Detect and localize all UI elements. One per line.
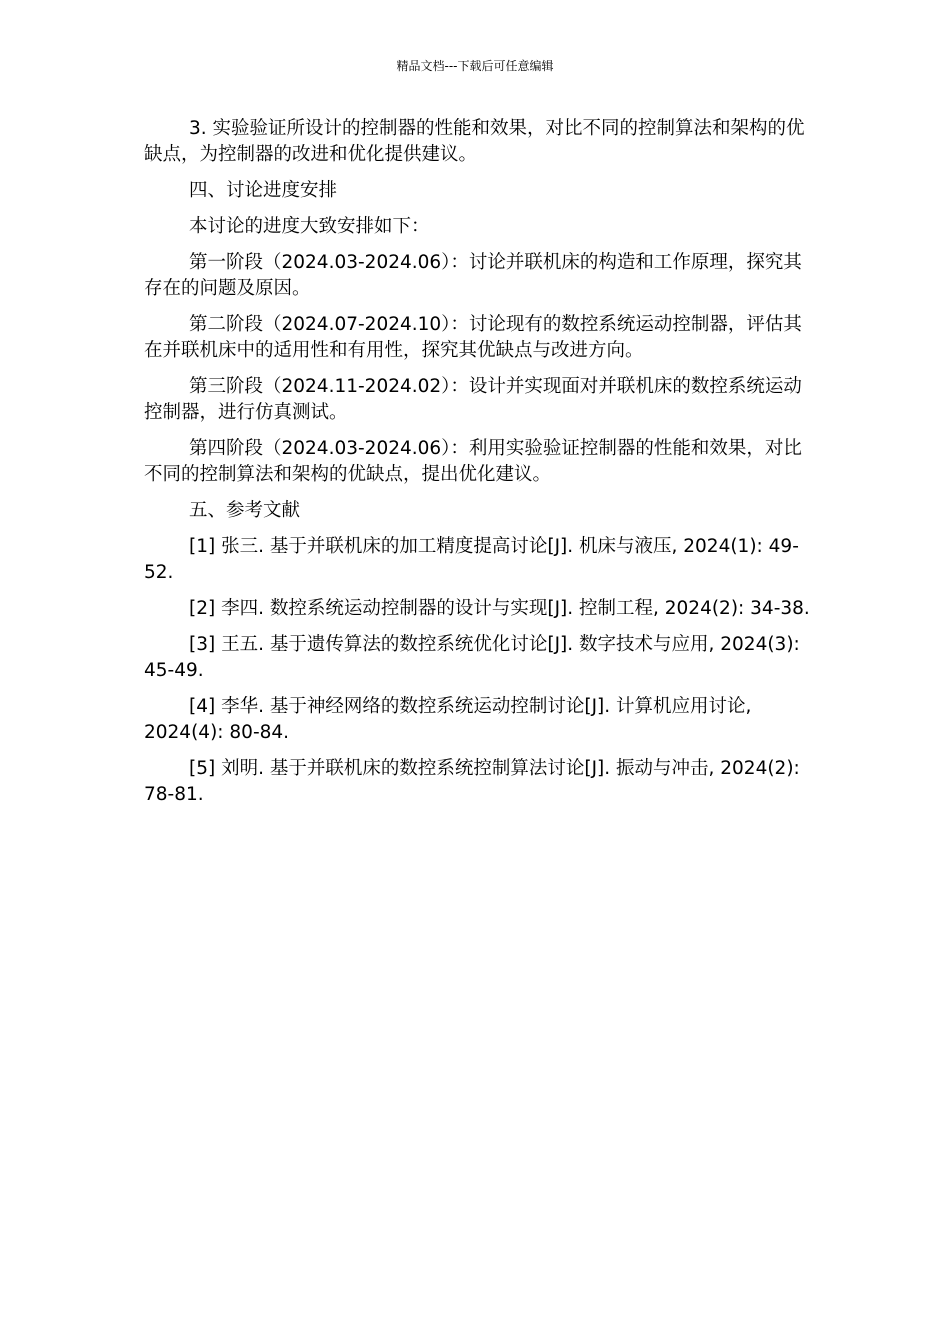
paragraph-phase-2: 第二阶段（2024.07-2024.10）：讨论现有的数控系统运动控制器，评估其在并联机床中的适用性和有用性，探究其优缺点与改进方向。 [144,314,802,361]
paragraph-experiment-validation: 3. 实验验证所设计的控制器的性能和效果，对比不同的控制算法和架构的优缺点，为控制器的改进和优化提供建议。 [144,118,805,165]
reference-1: [1] 张三. 基于并联机床的加工精度提高讨论[J]. 机床与液压, 2024(1): 49-52. [144,536,799,583]
paragraph-phase-4: 第四阶段（2024.03-2024.06）：利用实验验证控制器的性能和效果，对比不同的控制算法和架构的优缺点，提出优化建议。 [144,438,802,485]
reference-2: [2] 李四. 数控系统运动控制器的设计与实现[J]. 控制工程, 2024(2): 34-38. [189,598,810,619]
paragraph-schedule-intro: 本讨论的进度大致安排如下： [189,216,430,237]
reference-5: [5] 刘明. 基于并联机床的数控系统控制算法讨论[J]. 振动与冲击, 2024(2): 78-81. [144,758,800,805]
paragraph-phase-1: 第一阶段（2024.03-2024.06）：讨论并联机床的构造和工作原理，探究其存在的问题及原因。 [144,252,802,299]
page-header: 精品文档---下载后可任意编辑 [396,59,554,73]
document-body [144,116,816,818]
section-heading-references: 五、参考文献 [189,500,301,521]
section-heading-schedule: 四、讨论进度安排 [189,180,338,201]
paragraph-phase-3: 第三阶段（2024.11-2024.02）：设计并实现面对并联机床的数控系统运动控制器，进行仿真测试。 [144,376,802,423]
reference-3: [3] 王五. 基于遗传算法的数控系统优化讨论[J]. 数字技术与应用, 2024(3): 45-49. [144,634,800,681]
reference-4: [4] 李华. 基于神经网络的数控系统运动控制讨论[J]. 计算机应用讨论, 2024(4): 80-84. [144,696,752,743]
